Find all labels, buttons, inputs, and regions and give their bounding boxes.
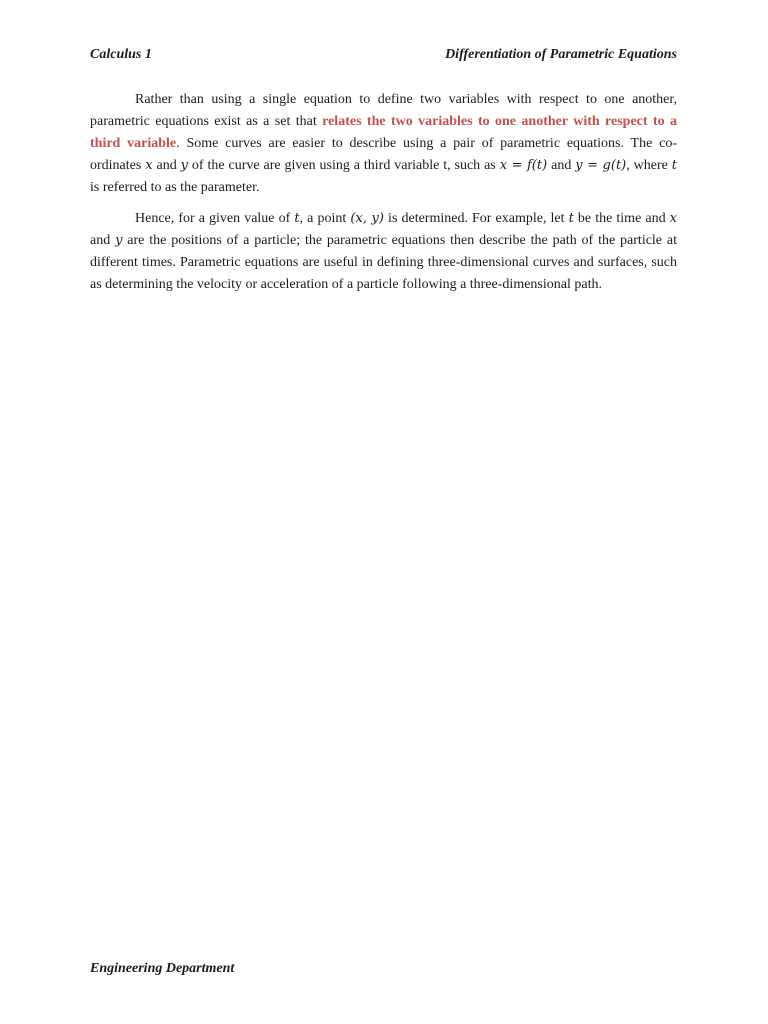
header-course-title: Calculus 1 [90,47,152,62]
paragraph-1-text: and [547,158,576,173]
paragraph-2-text: , a point [299,211,351,226]
page-footer [90,960,234,978]
page-header [90,46,677,64]
paragraph-2 [90,208,677,296]
math-equation-y: y = g(t) [575,158,627,173]
math-variable-x: x [669,211,678,226]
math-point-xy: (x, y) [350,211,384,226]
paragraph-1-text: . Some curves are easier to describe using a pair of parametric equations. The co-ordinates [90,136,677,173]
paragraph-1-text: and [152,158,181,173]
paragraph-2-text: be the time and [573,211,670,226]
math-equation-x: x = f(t) [499,158,548,173]
math-variable-x: x [145,158,153,173]
paragraph-1-text: , where [626,158,672,173]
body-text [90,89,677,305]
paragraph-1 [90,89,677,199]
paragraph-2-text: Hence, for a given value of [135,211,295,226]
paragraph-2-text: are the positions of a particle; the parametric equations then describe the path of the particle at different times. Parametric equations are useful in defining three-dimensional curves and surfaces, such as determining the velocity or acceleration of a particle following a three-dimensional path. [90,233,677,292]
math-variable-t: t [294,211,300,226]
paragraph-1-text: is referred to as the parameter. [90,180,260,195]
math-variable-y: y [115,233,123,248]
paragraph-2-text: and [90,233,116,248]
math-variable-t: t [671,158,678,173]
header-topic-title: Differentiation of Parametric Equations [445,47,677,62]
math-variable-t: t [568,211,574,226]
paragraph-1-text: Rather than using a single equation to define two variables with respect to one another, parametric equations exist as a set that [90,92,677,129]
highlighted-phrase: relates the two variables to one another with respect to a third variable [90,114,677,151]
math-variable-y: y [180,158,188,173]
paragraph-1-text: of the curve are given using a third variable t, such as [187,158,500,173]
footer-department: Engineering Department [90,961,235,976]
paragraph-2-text: is determined. For example, let [383,211,569,226]
